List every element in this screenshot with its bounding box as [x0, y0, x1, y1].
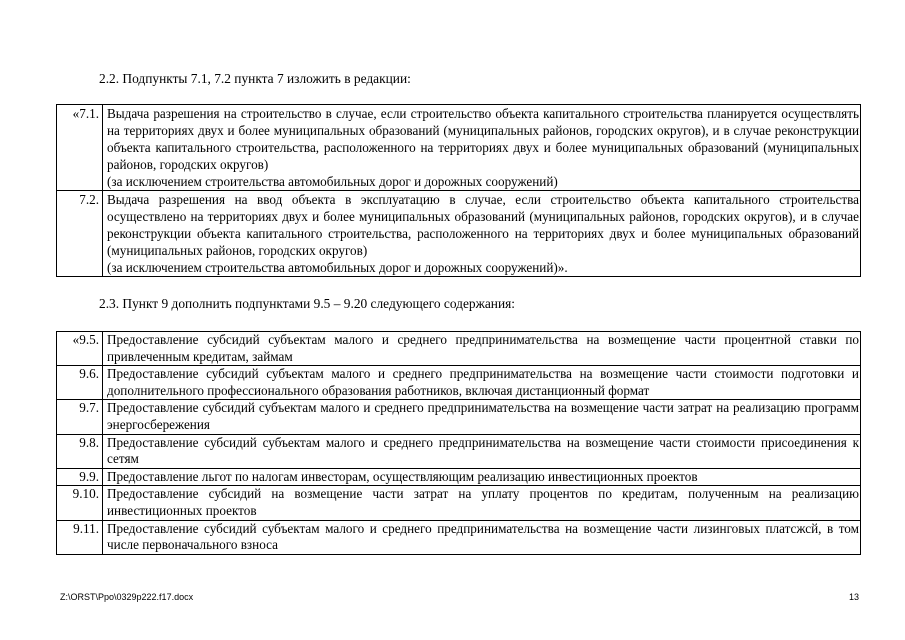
footer-page-number: 13 — [848, 592, 859, 602]
row-text: Предоставление субсидий субъектам малого и среднего предпринимательства на возмещение части стоимости подготовки и дополнительного профессионального образования работников, включая дистанционный формат — [103, 366, 861, 400]
table-row — [57, 105, 861, 191]
table-row — [57, 366, 861, 400]
table-row — [57, 468, 861, 486]
table-row — [57, 434, 861, 468]
row-number: 9.11. — [57, 520, 103, 554]
row-note: (за исключением строительства автомобильных дорог и дорожных сооружений)». — [107, 260, 568, 275]
row-text: Предоставление субсидий на возмещение части затрат на уплату процентов по кредитам, полученным на реализацию инвестиционных проектов — [103, 486, 861, 520]
table-row — [57, 332, 861, 366]
row-text — [103, 191, 861, 277]
section-2-2-table — [56, 104, 861, 277]
row-number: 9.10. — [57, 486, 103, 520]
row-number: 9.7. — [57, 400, 103, 434]
row-main-text: Выдача разрешения на ввод объекта в эксплуатацию в случае, если строительство объекта капитального строительства осуществлено на территориях двух и более муниципальных образований (муниципальных районов, городских округов), и в случае реконструкции объекта капитального строительства, расположенного на территориях двух и более муниципальных образований (муниципальных районов, городских округов) — [107, 192, 859, 258]
row-number: 9.8. — [57, 434, 103, 468]
section-2-2-heading: 2.2. Подпункты 7.1, 7.2 пункта 7 изложить в редакции: — [99, 71, 411, 86]
row-number: 9.6. — [57, 366, 103, 400]
table-row — [57, 400, 861, 434]
table-row — [57, 486, 861, 520]
row-text: Предоставление субсидий субъектам малого и среднего предпринимательства на возмещение части процентной ставки по привлеченным кредитам, займам — [103, 332, 861, 366]
row-number: 9.9. — [57, 468, 103, 486]
row-number: «9.5. — [57, 332, 103, 366]
row-text: Предоставление субсидий субъектам малого и среднего предпринимательства на возмещение части стоимости присоединения к сетям — [103, 434, 861, 468]
row-text — [103, 105, 861, 191]
row-number: 7.2. — [57, 191, 103, 277]
row-number: «7.1. — [57, 105, 103, 191]
table-row — [57, 191, 861, 277]
section-2-3-heading: 2.3. Пункт 9 дополнить подпунктами 9.5 – 9.20 следующего содержания: — [99, 296, 516, 311]
footer-file-path: Z:\ORST\Ppo\0329p222.f17.docx — [60, 592, 194, 602]
row-text: Предоставление субсидий субъектам малого и среднего предпринимательства на возмещение части лизинговых платсжсй, в том числе первоначального взноса — [103, 520, 861, 554]
row-note: (за исключением строительства автомобильных дорог и дорожных сооружений) — [107, 174, 558, 189]
row-main-text: Выдача разрешения на строительство в случае, если строительство объекта капитального строительства планируется осуществлять на территориях двух и более муниципальных образований (муниципальных районов, городских округов), и в случае реконструкции объекта капитального строительства, расположенного на территориях двух и более муниципальных образований (муниципальных районов, городских округов) — [107, 106, 859, 172]
section-2-3-table — [56, 331, 861, 555]
row-text: Предоставление льгот по налогам инвесторам, осуществляющим реализацию инвестиционных проектов — [103, 468, 861, 486]
table-row — [57, 520, 861, 554]
row-text: Предоставление субсидий субъектам малого и среднего предпринимательства на возмещение части затрат на реализацию программ энергосбережения — [103, 400, 861, 434]
